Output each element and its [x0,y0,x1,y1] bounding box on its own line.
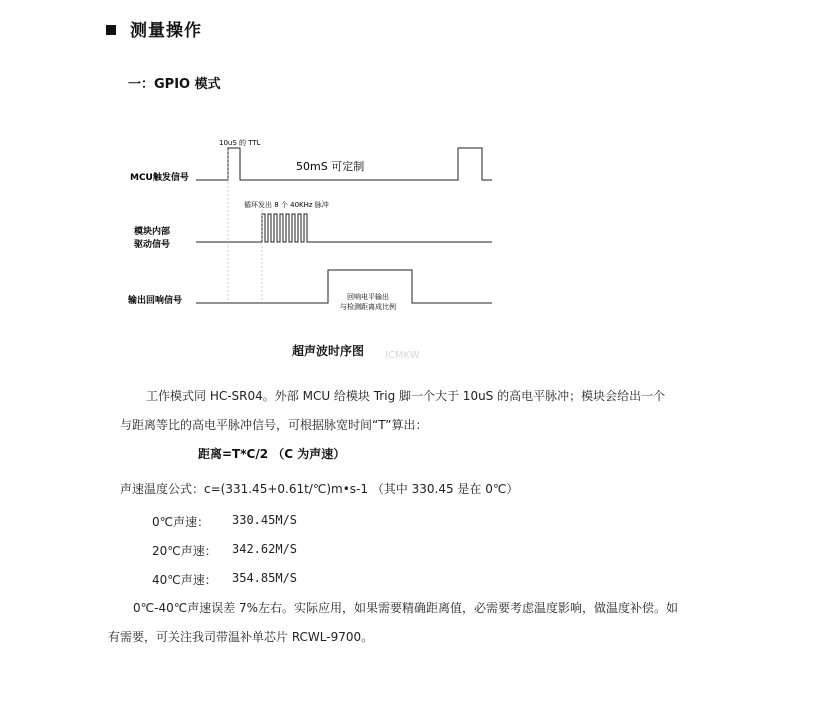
speed-label-0c: 0℃声速： [152,515,210,529]
distance-formula: 距离=T*C/2 （C 为声速） [198,447,346,461]
speed-value-0c: 330.45M/S [232,513,298,527]
mcu-trigger-label: MCU触发信号 [130,173,189,183]
internal-drive-label-1: 模块内部 [134,227,171,237]
paragraph-1-line-2: 与距离等比的高电平脉冲信号，可根据脉宽时间“T”算出： [120,418,428,432]
diagram-caption: 超声波时序图 [292,344,365,358]
heading-title: 测量操作 [130,21,202,41]
paragraph-2-line-2: 有需要，可关注我司带温补单芯片 RCWL-9700。 [108,630,374,644]
burst-annotation: 循环发出 8 个 40KHz 脉冲 [244,201,329,209]
echo-annotation-1: 回响电平输出 [347,293,389,301]
pulse-10us-annotation: 10uS 的 TTL [219,139,261,147]
internal-drive-waveform [196,214,492,242]
internal-drive-label-2: 驱动信号 [134,240,171,250]
paragraph-2-line-1: 0℃-40℃声速误差 7%左右。实际应用，如果需要精确距离值，必需要考虑温度影响，做温度补偿。如 [133,601,679,615]
subsection-title: 一：GPIO 模式 [128,77,221,92]
speed-label-20c: 20℃声速： [152,544,217,558]
burst-pulses [262,214,310,242]
echo-output-waveform [196,270,492,303]
echo-annotation-2: 与检测距离成比例 [340,303,396,311]
period-annotation: 50mS 可定制 [296,160,365,173]
paragraph-1-line-1: 工作模式同 HC-SR04。外部 MCU 给模块 Trig 脚一个大于 10uS 的高电平脉冲；模块会给出一个 [146,389,666,403]
speed-value-40c: 354.85M/S [232,571,298,585]
speed-temperature-formula: 声速温度公式：c=(331.45+0.61t/℃)m•s-1 （其中 330.45 是在 0℃） [120,482,519,496]
watermark-text: ICMKW [385,350,420,361]
speed-label-40c: 40℃声速： [152,573,217,587]
speed-value-20c: 342.62M/S [232,542,298,556]
echo-output-label: 输出回响信号 [128,296,183,306]
